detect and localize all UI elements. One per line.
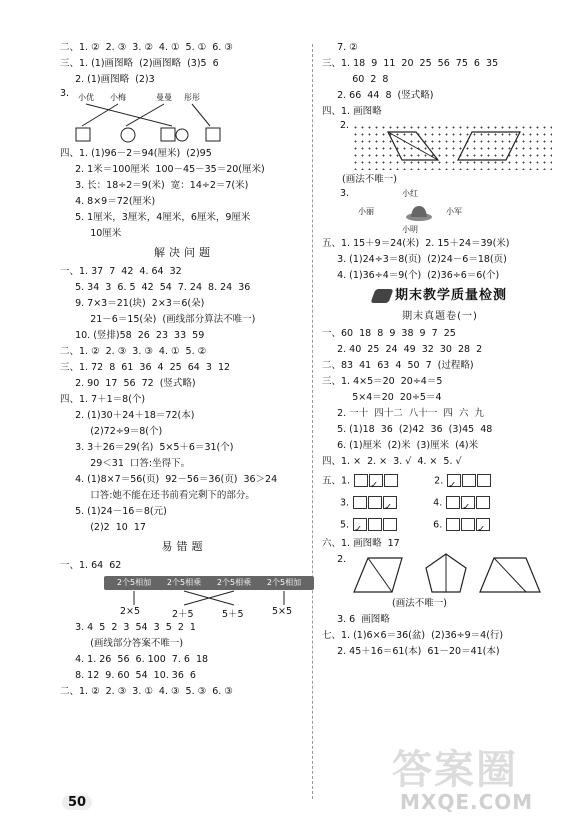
answer-line: (2)72÷9＝8(个) (60, 426, 163, 437)
answer-line: 8. 12 9. 60 54 10. 36 6 (60, 670, 196, 681)
answer-line: 三、1. (1)画图略 (2)画图略 (3)5 6 (60, 58, 219, 69)
checkbox-group: ✓ (445, 492, 490, 514)
check-label: 3. (340, 497, 350, 509)
answer-line: 29＜31 口答:坐得下。 (60, 458, 191, 469)
right-column (322, 40, 558, 660)
answer-line: 2. (322, 554, 347, 565)
hat-icon (404, 200, 434, 224)
name-label: 小丽 (358, 207, 374, 216)
checkbox-group: ✓ (446, 470, 491, 492)
match-label: 小优 (78, 93, 94, 102)
name-label: 小红 (402, 189, 418, 198)
tag-label: 2个5相乘 (154, 576, 214, 590)
column-divider (312, 44, 313, 799)
observation-figure: 3. 小红 小丽 小军 小明 (340, 188, 462, 234)
answer-line: 一、60 18 8 9 38 9 7 25 (322, 328, 456, 339)
answer-line: 9. 7×3＝21(块) 2×3＝6(朵) (60, 298, 205, 309)
matching-lines (60, 88, 240, 146)
check-label: 5. (340, 519, 350, 531)
checkbox-group: ✓ (353, 470, 398, 492)
tag-label: 2个5相加 (254, 576, 314, 590)
tag-label: 2个5相加 (104, 576, 164, 590)
check-label: 4. (433, 497, 443, 509)
answer-line: 4. 8×9＝72(厘米) (60, 196, 156, 207)
answer-line: 5×4＝20 20÷5＝4 (322, 392, 442, 403)
answer-line: 21－6＝15(朵) (画线部分算法不唯一) (60, 314, 256, 325)
answer-line: 3. 3＋26＝29(名) 5×5＋6＝31(个) (60, 442, 234, 453)
check-label: 2. (434, 475, 444, 487)
shape-drawings (350, 552, 550, 596)
section-title: 解决问题 (154, 246, 214, 259)
page-number: 50 (62, 795, 92, 810)
matching-diagram: 3. 小优 小梅 曼曼 彤彤 (60, 88, 308, 146)
expression: 5×5 (272, 606, 293, 617)
checkbox-answers (322, 470, 558, 536)
answer-line: 10. (竖排)58 26 23 33 59 (60, 330, 205, 341)
name-label: 小军 (446, 207, 462, 216)
answer-line: 一、1. 64 62 (60, 560, 122, 571)
answer-line: 五、1. 15＋9＝24(米) 2. 15＋24＝39(米) (322, 238, 510, 249)
name-label: 小明 (402, 225, 418, 234)
answer-line: 口答:她不能在还书前看完剩下的部分。 (60, 490, 255, 501)
expression: 5＋5 (222, 609, 244, 620)
answer-line: 三、1. 72 8 61 36 4 25 64 3 12 (60, 362, 231, 373)
expression: 2＋5 (172, 609, 194, 620)
answer-line: 5. (1)18 36 (2)42 36 (3)45 48 (322, 424, 493, 435)
dot-grid-figure: 2. (322, 120, 558, 172)
answer-line: 4. (1)36÷4＝9(个) (2)36÷6＝6(个) (322, 270, 500, 281)
answer-line: 四、1. × 2. × 3. √ 4. × 5. √ (322, 456, 462, 467)
answer-line: 七、1. (1)6×6＝36(盆) (2)36÷9＝4(行) (322, 630, 504, 641)
answer-line: 10厘米 (60, 228, 122, 239)
answer-line: 2. 40 25 24 49 32 30 28 2 (322, 344, 483, 355)
match-label: 曼曼 (156, 93, 172, 102)
answer-line: 3. 4 5 2 3 54 3 5 2 1 (60, 622, 196, 633)
match-label: 彤彤 (184, 93, 200, 102)
answer-line: 六、1. 画图略 17 (322, 538, 400, 549)
shape-division-figure (322, 552, 558, 596)
answer-line: 二、1. ② 2. ③ 3. ③ 4. ① 5. ② (60, 346, 207, 357)
check-label: 6. (433, 519, 443, 531)
check-label: 五、1. (322, 475, 351, 487)
answer-line: 3. 长：18÷2＝9(米) 宽：14÷2＝7(米) (60, 180, 249, 191)
answer-line: 3. (1)24÷3＝8(页) (2)24－6＝18(页) (322, 254, 507, 265)
answer-line: 3. 6 画图略 (322, 614, 390, 625)
answer-line: 5. 34 3 6. 5 42 54 7. 24 8. 24 36 (60, 282, 251, 293)
match-label: 小梅 (110, 93, 126, 102)
parallelogram-drawings (352, 124, 552, 170)
answer-line: 6. (1)厘米 (2)米 (3)厘米 (4)米 (322, 440, 479, 451)
answer-line: 四、1. (1)96－2＝94(厘米) (2)95 (60, 148, 212, 159)
answer-line: (画线部分答案不唯一) (60, 638, 184, 649)
rocket-icon (370, 289, 393, 303)
answer-line: 三、1. 4×5＝20 20÷4＝5 (322, 376, 443, 387)
checkbox-group: ✓ (445, 514, 490, 536)
tag-label: 2个5相乘 (204, 576, 264, 590)
checkbox-group: ✓ (352, 514, 397, 536)
answer-line: 2. 一十 四十二 八十一 四 六 九 (322, 408, 484, 419)
paper-subtitle: 期末真题卷(一) (402, 311, 478, 322)
answer-line: 二、1. ② 2. ③ 3. ② 4. ① 5. ① 6. ③ (60, 42, 233, 53)
answer-line: 4. 1. 26 56 6. 100 7. 6 18 (60, 654, 209, 665)
answer-line: 四、1. 7＋1＝8(个) (60, 394, 146, 405)
answer-line: 60 2 8 (322, 74, 389, 85)
answer-line: 二、1. ② 2. ③ 3. ① 4. ③ 5. ③ 6. ③ (60, 686, 233, 697)
answer-line: 2. (1)30＋24＋18＝72(本) (60, 410, 195, 421)
answer-line: 4. (1)8×7＝56(页) 92－56＝36(页) 36＞24 (60, 474, 278, 485)
answer-line: 2. 45＋16＝61(本) 61－20＝41(本) (322, 646, 500, 657)
answer-line: 2. (1)画图略 (2)3 (60, 74, 155, 85)
answer-line: 2. 66 44 8 (竖式略) (322, 90, 434, 101)
left-column (60, 40, 308, 700)
note: (画法不唯一) (342, 174, 397, 185)
expression: 2×5 (120, 606, 141, 617)
answer-line: 二、83 41 63 4 50 7 (过程略) (322, 360, 474, 371)
answer-line: (2)2 10 17 (60, 522, 146, 533)
answer-line: 7. ② (322, 42, 358, 53)
tag-matching-diagram (60, 574, 308, 620)
note: (画法不唯一) (392, 598, 447, 609)
checkbox-group: ✓ (352, 492, 397, 514)
answer-line: 5. (1)24－16＝8(元) (60, 506, 167, 517)
answer-line: 一、1. 37 7 42 4. 64 32 (60, 266, 182, 277)
answer-line: 2. 1米＝100厘米 100－45－35＝20(厘米) (60, 164, 265, 175)
answer-line: 2. 90 17 56 72 (竖式略) (60, 378, 196, 389)
watermark-logo: 答案圈 (392, 747, 518, 793)
banner-title: 期末教学质量检测 (394, 288, 507, 303)
answer-line: 四、1. 画图略 (322, 106, 382, 117)
answer-line: 5. 1厘米，3厘米，4厘米，6厘米，9厘米 (60, 212, 251, 223)
section-title: 易错题 (161, 540, 207, 553)
answer-line: 三、1. 18 9 11 20 25 56 75 6 35 (322, 58, 499, 69)
watermark-url: MXQE.COM (400, 790, 534, 814)
exam-banner (322, 284, 558, 308)
